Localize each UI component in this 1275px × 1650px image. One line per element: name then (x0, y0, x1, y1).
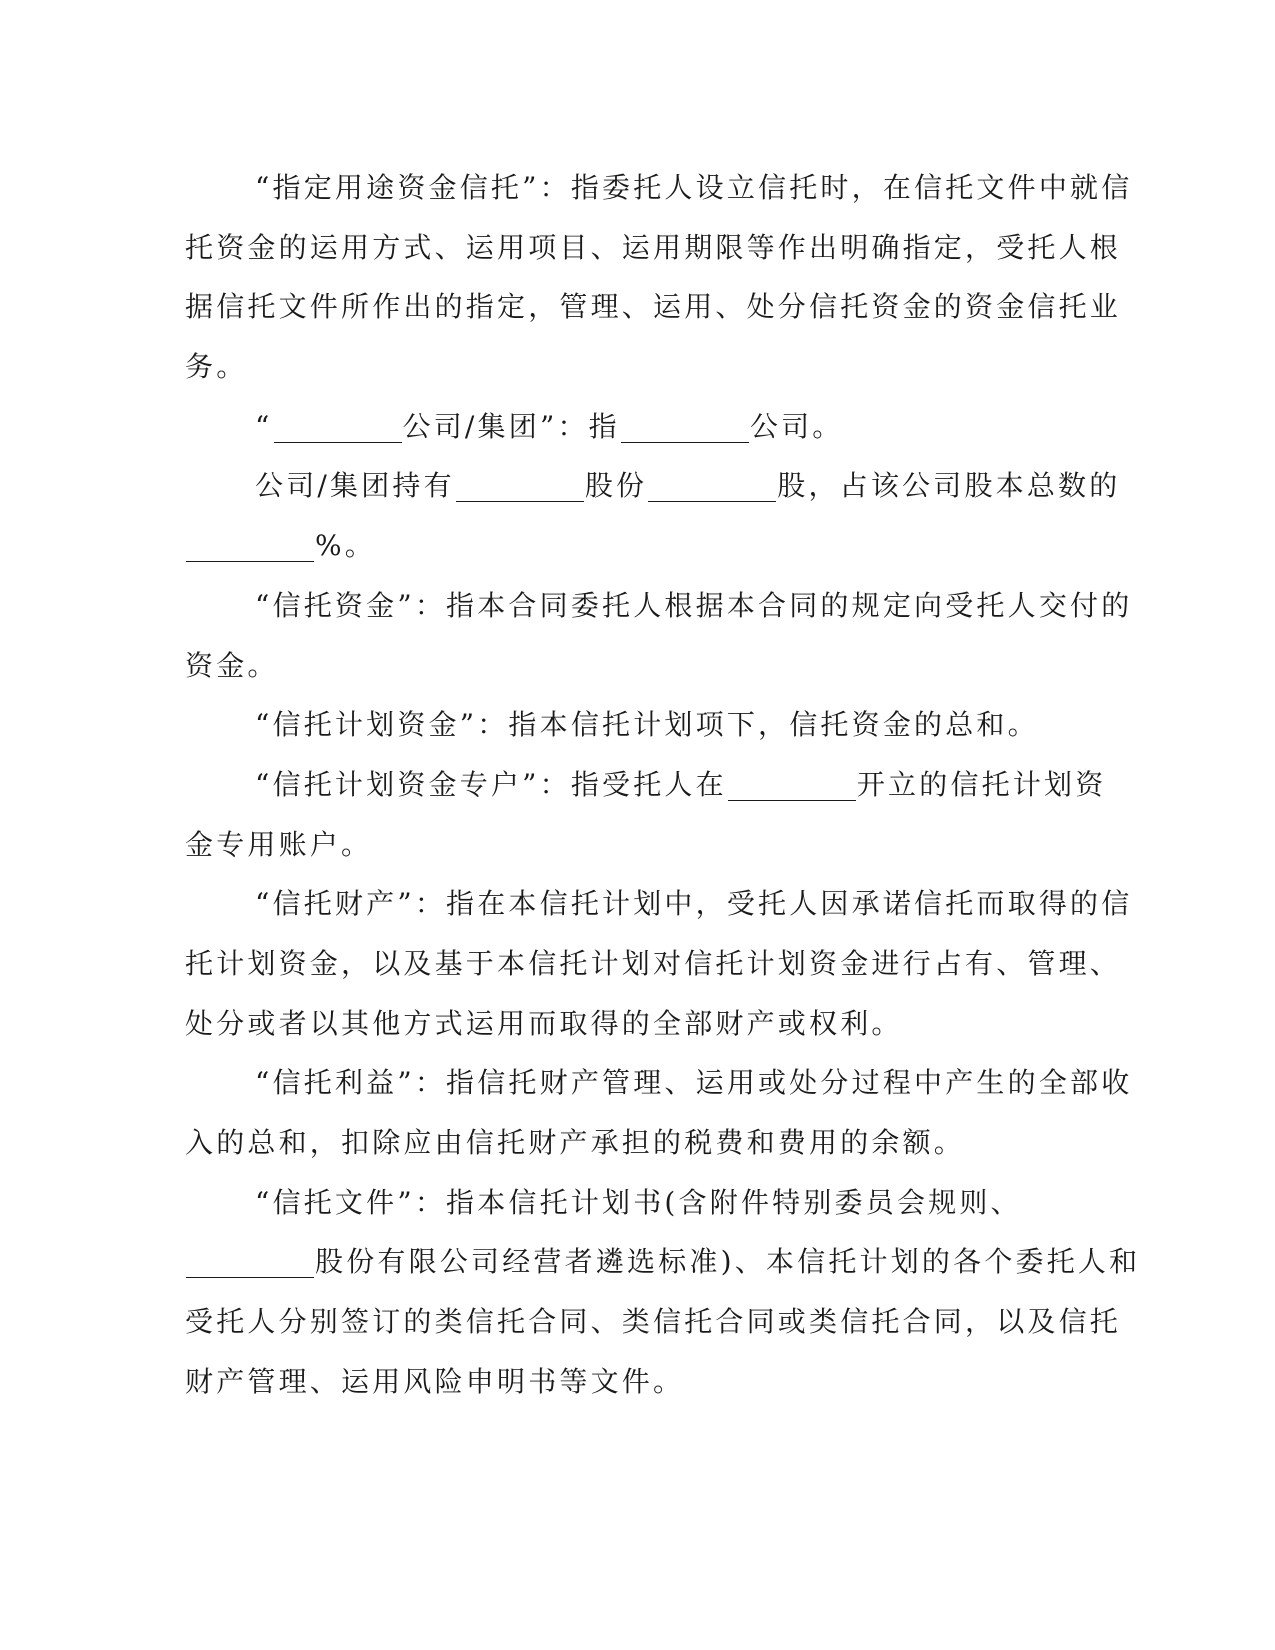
text-line (185, 1352, 1085, 1412)
text-segment: 托资金的运用方式、运用项目、运用期限等作出明确指定，受托人根 (185, 230, 1122, 264)
text-line (185, 755, 1107, 815)
text-segment: 受托人分别签订的类信托合同、类信托合同或类信托合同，以及信托 (185, 1305, 1122, 1339)
text-line (185, 1053, 1133, 1113)
text-segment: “信托计划资金专户”：指受托人在 (255, 767, 727, 801)
text-line (185, 1232, 1141, 1292)
text-segment: 务。 (185, 350, 248, 384)
text-segment: 据信托文件所作出的指定，管理、运用、处分信托资金的资金信托业 (185, 290, 1122, 324)
text-line (185, 337, 1085, 397)
fill-in-blank (728, 770, 856, 801)
text-segment: 股，占该公司股本总数的 (777, 469, 1121, 503)
fill-in-blank (648, 471, 776, 502)
text-line (185, 1113, 1085, 1173)
text-segment: “信托资金”：指本合同委托人根据本合同的规定向受托人交付的 (255, 588, 1133, 622)
fill-in-blank (621, 412, 749, 443)
text-line (185, 934, 1122, 994)
fill-in-blank (186, 1247, 314, 1278)
text-segment: %。 (315, 529, 377, 563)
fill-in-blank (456, 471, 584, 502)
text-line (185, 456, 1121, 516)
text-segment: 公司/集团”：指 (402, 409, 620, 443)
text-segment: 股份有限公司经营者遴选标准)、本信托计划的各个委托人和 (315, 1245, 1141, 1279)
text-segment: “信托文件”：指本信托计划书(含附件特别委员会规则、 (255, 1185, 1022, 1219)
fill-in-blank (186, 531, 314, 562)
text-line (185, 1173, 1085, 1233)
text-line (185, 516, 1085, 576)
fill-in-blank (274, 412, 402, 443)
text-segment: “信托财产”：指在本信托计划中，受托人因承诺信托而取得的信 (255, 887, 1133, 921)
text-line (185, 874, 1133, 934)
text-segment: “ (255, 409, 273, 443)
text-segment: 公司。 (749, 409, 844, 443)
text-line (185, 576, 1133, 636)
text-segment: 公司/集团持有 (255, 469, 455, 503)
text-segment: 入的总和，扣除应由信托财产承担的税费和费用的余额。 (185, 1126, 966, 1159)
text-segment: “信托计划资金”：指本信托计划项下，信托资金的总和。 (255, 708, 1039, 742)
text-line (185, 994, 1085, 1054)
document-body (185, 158, 1141, 1411)
text-segment: 金专用账户。 (185, 827, 373, 861)
text-segment: 财产管理、运用风险申明书等文件。 (185, 1364, 685, 1398)
text-line (185, 1292, 1122, 1352)
text-line (185, 397, 1085, 457)
text-line (185, 218, 1122, 278)
text-line (185, 277, 1122, 337)
text-segment: 股份 (584, 469, 648, 503)
text-line (185, 158, 1133, 218)
text-segment: “指定用途资金信托”：指委托人设立信托时，在信托文件中就信 (255, 171, 1133, 204)
text-segment: 处分或者以其他方式运用而取得的全部财产或权利。 (185, 1006, 903, 1040)
text-line (185, 636, 1085, 696)
text-line (185, 695, 1085, 755)
text-segment: 托计划资金，以及基于本信托计划对信托计划资金进行占有、管理、 (185, 946, 1122, 980)
text-segment: 开立的信托计划资 (856, 767, 1107, 801)
text-segment: “信托利益”：指信托财产管理、运用或处分过程中产生的全部收 (255, 1066, 1133, 1100)
text-segment: 资金。 (185, 648, 279, 682)
text-line (185, 815, 1085, 875)
